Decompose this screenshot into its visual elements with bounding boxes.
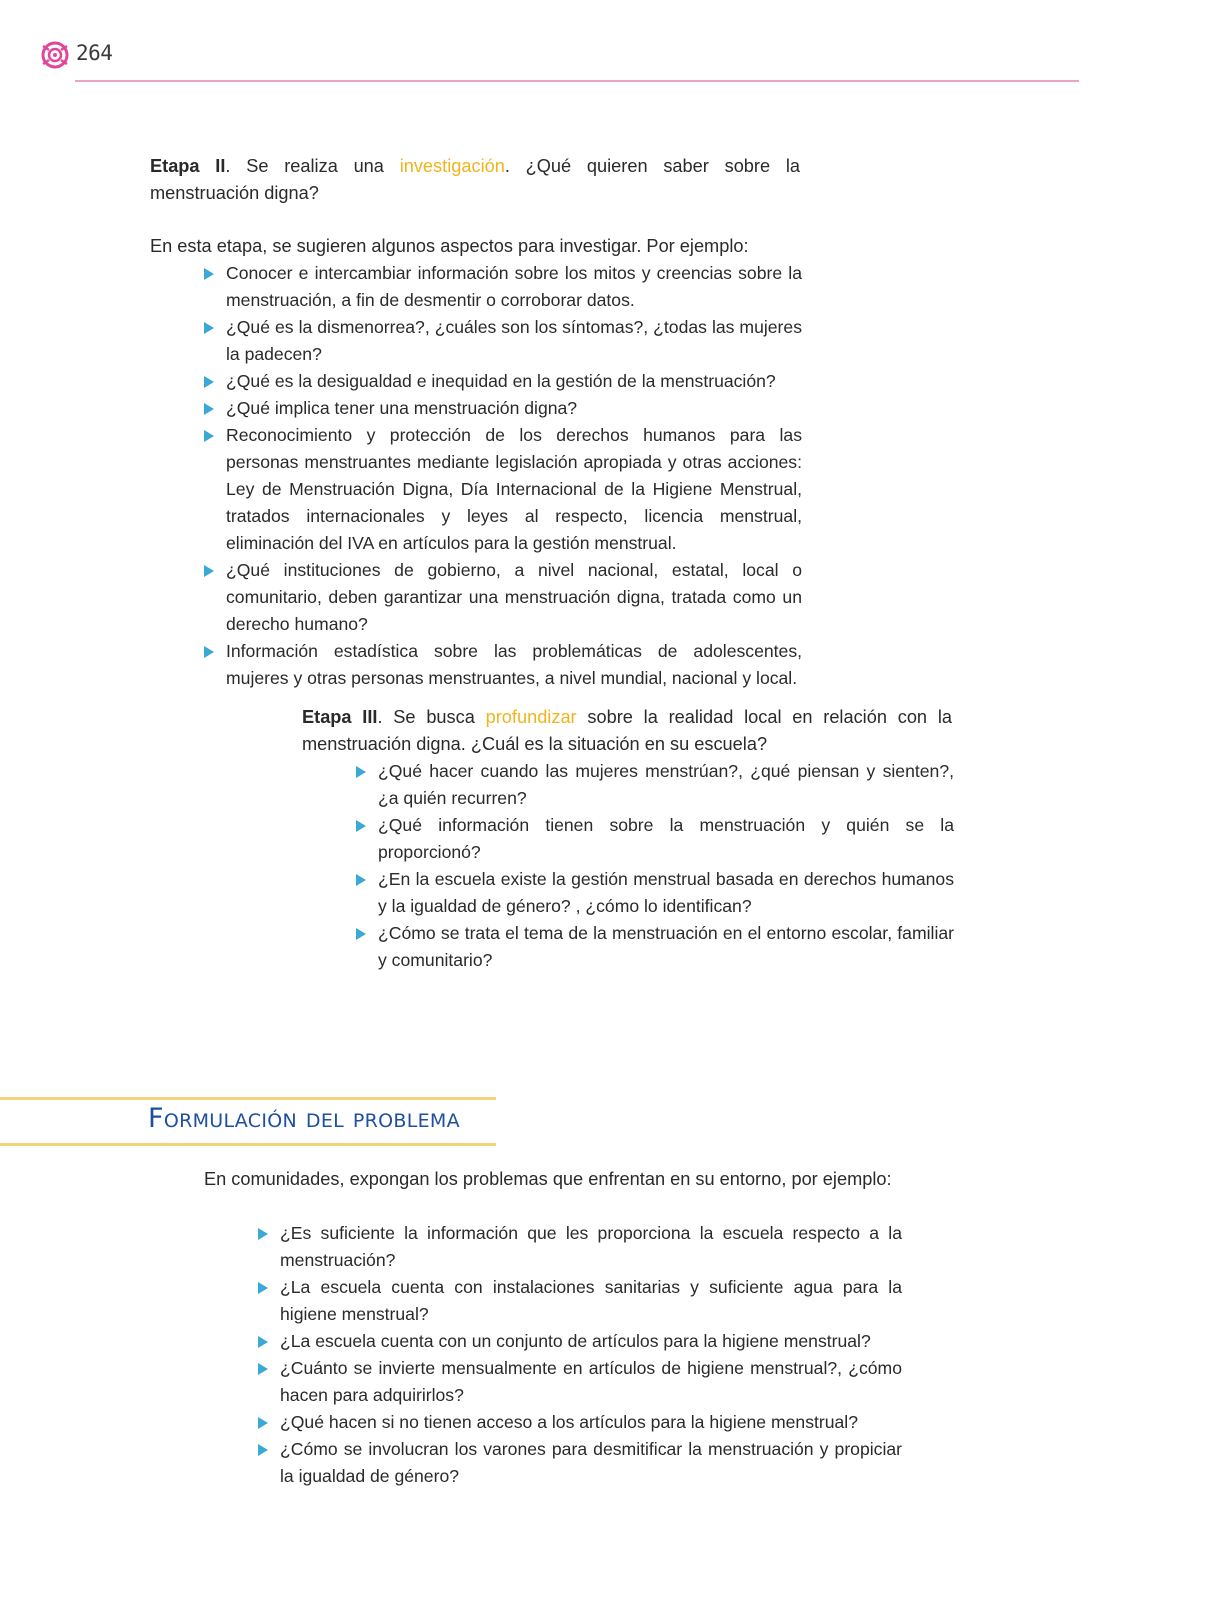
etapa2-intro: En esta etapa, se sugieren algunos aspectos para investigar. Por ejemplo: (150, 236, 749, 256)
ornament-icon (40, 40, 70, 70)
list-item: ¿En la escuela existe la gestión menstrual basada en derechos humanos y la igualdad de género? , ¿cómo lo identifican? (378, 866, 954, 920)
bullet-icon (204, 430, 214, 442)
list-item: ¿Cómo se trata el tema de la menstruación en el entorno escolar, familiar y comunitario? (378, 920, 954, 974)
list-item: ¿Qué hacen si no tienen acceso a los artículos para la higiene menstrual? (280, 1409, 902, 1436)
list-item: ¿Qué es la desigualdad e inequidad en la gestión de la menstruación? (226, 368, 802, 395)
list-item: ¿La escuela cuenta con un conjunto de artículos para la higiene menstrual? (280, 1328, 902, 1355)
bullet-icon (204, 403, 214, 415)
section-title: Formulación del problema (148, 1103, 460, 1134)
etapa2-highlight: investigación (399, 156, 505, 176)
list-item: Reconocimiento y protección de los derechos humanos para las personas menstruantes mediante legislación apropiada y otras acciones: Ley de Menstruación Digna, Día Internacional de la Higiene Menstrual, tratados internacionales y leyes al respecto, licencia menstrual, eliminación del IVA en artículos para la gestión menstrual. (226, 422, 802, 557)
list-item: ¿Qué información tienen sobre la menstruación y quién se la proporcionó? (378, 812, 954, 866)
list-item: ¿Qué hacer cuando las mujeres menstrúan?, ¿qué piensan y sienten?, ¿a quién recurren? (378, 758, 954, 812)
bullet-icon (356, 820, 366, 832)
bullet-icon (258, 1444, 268, 1456)
etapa2-paragraph (150, 153, 800, 207)
page-header (38, 38, 1078, 84)
bullet-icon (258, 1417, 268, 1429)
bullet-icon (356, 766, 366, 778)
etapa3-text-b: sobre la realidad local en relación con la menstruación digna. ¿Cuál es la situación en su escuela? (302, 707, 952, 754)
list-item: ¿Qué implica tener una menstruación digna? (226, 395, 802, 422)
bullet-icon (204, 376, 214, 388)
list-item: ¿Qué instituciones de gobierno, a nivel nacional, estatal, local o comunitario, deben garantizar una menstruación digna, tratada como un derecho humano? (226, 557, 802, 638)
etapa2-list (226, 260, 802, 692)
bullet-icon (258, 1228, 268, 1240)
header-rule (75, 80, 1079, 82)
etapa3-text-a: . Se busca (377, 707, 486, 727)
list-item: ¿Es suficiente la información que les proporciona la escuela respecto a la menstruación? (280, 1220, 902, 1274)
list-item: Conocer e intercambiar información sobre los mitos y creencias sobre la menstruación, a fin de desmentir o corroborar datos. (226, 260, 802, 314)
band-top-rule (0, 1097, 496, 1100)
list-item: ¿Qué es la dismenorrea?, ¿cuáles son los síntomas?, ¿todas las mujeres la padecen? (226, 314, 802, 368)
bullet-icon (204, 646, 214, 658)
etapa2-text-a: . Se realiza una (225, 156, 400, 176)
bullet-icon (356, 874, 366, 886)
etapa3-highlight: profundizar (485, 707, 577, 727)
section-intro: En comunidades, expongan los problemas que enfrentan en su entorno, por ejemplo: (204, 1169, 892, 1189)
list-item: Información estadística sobre las problemáticas de adolescentes, mujeres y otras personas menstruantes, a nivel mundial, nacional y local. (226, 638, 802, 692)
bullet-icon (258, 1363, 268, 1375)
bullet-icon (258, 1336, 268, 1348)
bullet-icon (258, 1282, 268, 1294)
etapa2-lead: Etapa II (150, 156, 226, 176)
list-item: ¿Cuánto se invierte mensualmente en artículos de higiene menstrual?, ¿cómo hacen para adquirirlos? (280, 1355, 902, 1409)
band-bottom-rule (0, 1143, 496, 1146)
etapa3-lead: Etapa III (302, 707, 378, 727)
etapa3-paragraph (302, 704, 952, 758)
etapa2-text-b: . ¿Qué quieren saber sobre la menstruación digna? (150, 156, 801, 203)
section-list (280, 1220, 902, 1490)
bullet-icon (204, 565, 214, 577)
bullet-icon (204, 322, 214, 334)
list-item: ¿Cómo se involucran los varones para desmitificar la menstruación y propiciar la igualdad de género? (280, 1436, 902, 1490)
bullet-icon (204, 268, 214, 280)
list-item: ¿La escuela cuenta con instalaciones sanitarias y suficiente agua para la higiene menstrual? (280, 1274, 902, 1328)
etapa3-list (378, 758, 954, 974)
bullet-icon (356, 928, 366, 940)
page-number: 264 (76, 41, 113, 65)
section-heading (0, 1097, 496, 1147)
